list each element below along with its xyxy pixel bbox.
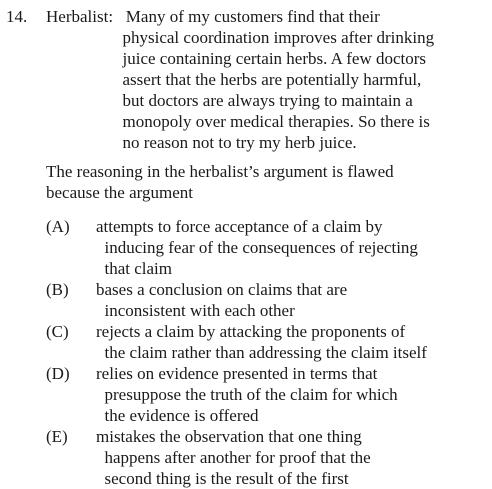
choice-b[interactable] — [0, 279, 492, 321]
question-prompt: The reasoning in the herbalist’s argument is flawed because the argument — [46, 162, 394, 202]
choice-letter: (B) — [46, 280, 69, 299]
choice-letter: (E) — [46, 427, 68, 446]
choice-letter: (C) — [46, 322, 69, 341]
choice-c[interactable] — [0, 321, 492, 363]
choice-text: relies on evidence presented in terms that presuppose the truth of the claim for which the evidence is offered — [96, 364, 398, 425]
choice-text: attempts to force acceptance of a claim by inducing fear of the consequences of rejecting that claim — [96, 217, 418, 278]
choice-text: mistakes the observation that one thing happens after another for proof that the second thing is the result of the first — [96, 427, 371, 488]
answer-choices — [0, 216, 492, 489]
choice-text: rejects a claim by attacking the proponents of the claim rather than addressing the claim itself — [96, 322, 427, 362]
choice-text: bases a conclusion on claims that are inconsistent with each other — [96, 280, 348, 320]
question-number: 14. — [6, 7, 28, 26]
choice-e[interactable] — [0, 426, 492, 489]
herbalist-argument: Herbalist: Many of my customers find that their physical coordination improves after drinking juice containing certain herbs. A few doctors assert that the herbs are potentially harmful, but doctors are always trying to maintain a monopoly over medical therapies. So there is no reason not to try my herb juice. — [46, 7, 435, 152]
question-block — [0, 6, 492, 488]
choice-letter: (A) — [46, 217, 70, 236]
choice-a[interactable] — [0, 216, 492, 279]
choice-d[interactable] — [0, 363, 492, 426]
choice-letter: (D) — [46, 364, 70, 383]
question-stem — [0, 6, 492, 154]
